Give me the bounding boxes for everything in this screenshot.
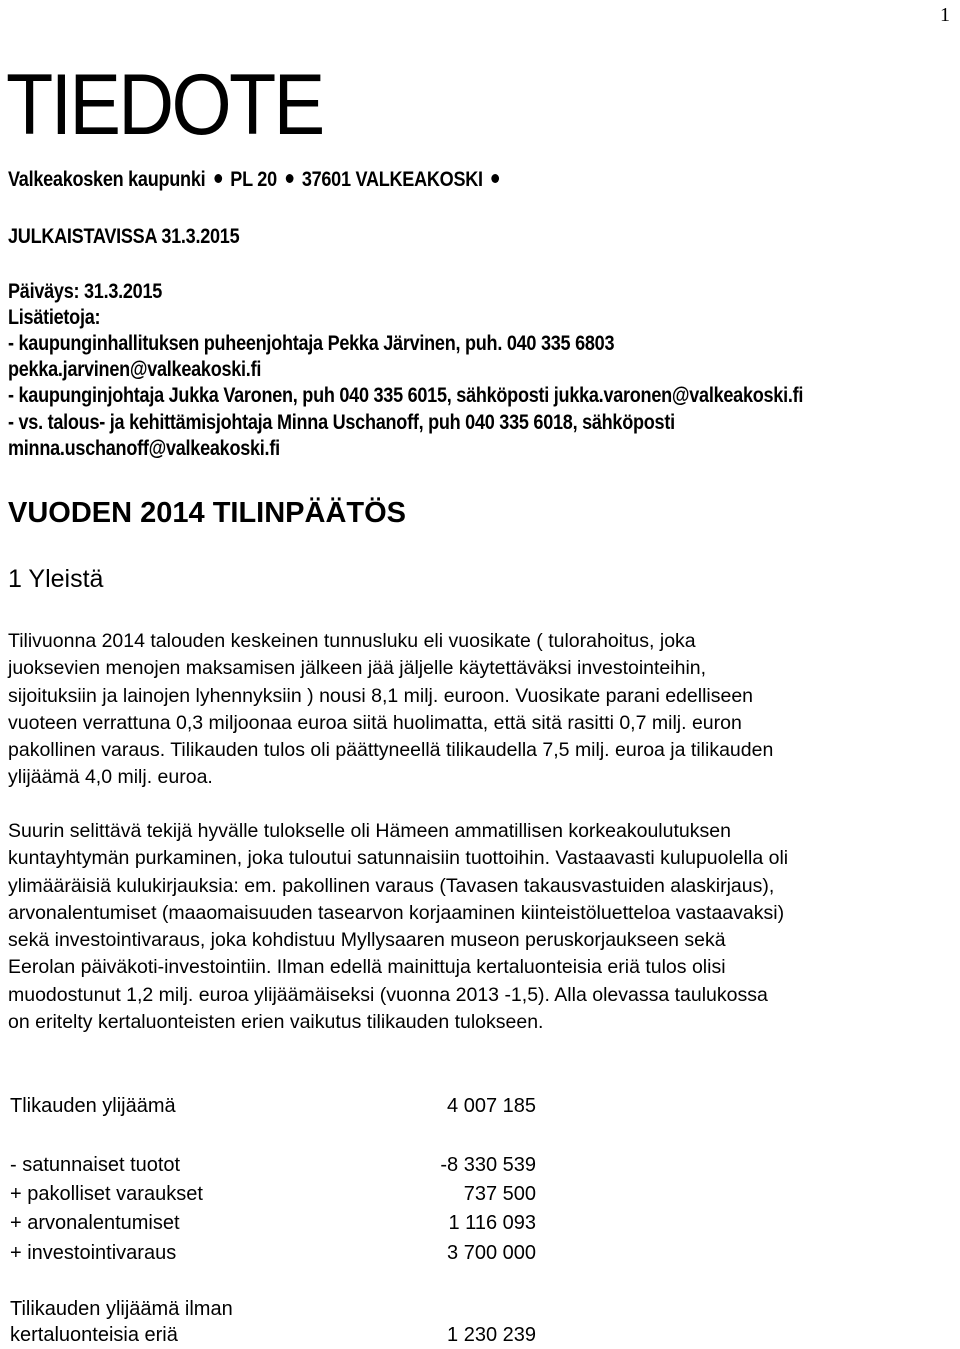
contact-line: pekka.jarvinen@valkeakoski.fi	[8, 358, 262, 381]
contact-line: minna.uschanoff@valkeakoski.fi	[8, 437, 280, 460]
sender-address: 37601 VALKEAKOSKI	[301, 168, 483, 191]
paragraph-line: vuoteen verrattuna 0,3 miljoonaa euroa siitä huolimatta, että sitä rasitti 0,7 milj. euron	[8, 711, 742, 734]
paragraph-line: ylimääräisiä kulukirjauksia: em. pakollinen varaus (Tavasen takausvastuiden alaskirjaus),	[8, 874, 775, 897]
paragraph-line: on eritelty kertaluonteisten erien vaikutus tilikauden tulokseen.	[8, 1011, 544, 1034]
document-date: Päiväys: 31.3.2015	[8, 280, 163, 303]
release-date: JULKAISTAVISSA 31.3.2015	[8, 225, 240, 248]
table-row-value: 737 500	[463, 1183, 536, 1205]
sender-line	[8, 167, 508, 192]
contact-line: - vs. talous- ja kehittämisjohtaja Minna Uschanoff, puh 040 335 6018, sähköposti	[8, 411, 675, 434]
bullet-icon	[491, 174, 499, 183]
paragraph-line: arvonalentumiset (maaomaisuuden tasearvon korjaaminen kiinteistöluetteloa vastaavaksi)	[8, 901, 785, 924]
paragraph-line: pakollinen varaus. Tilikauden tulos oli päättyneellä tilikaudella 7,5 milj. euroa ja tilikauden	[8, 739, 774, 762]
table-row-label: - satunnaiset tuotot	[10, 1154, 181, 1176]
paragraph-2	[8, 818, 953, 1036]
table-row-label: + investointivaraus	[10, 1242, 177, 1264]
bullet-icon	[285, 174, 293, 183]
contact-line: - kaupunginhallituksen puheenjohtaja Pekka Järvinen, puh. 040 335 6803	[8, 332, 615, 355]
document-title: TIEDOTE	[6, 57, 323, 153]
table-row-value: 4 007 185	[447, 1095, 536, 1117]
table-row-label: + pakolliset varaukset	[10, 1183, 203, 1205]
paragraph-line: muodostunut 1,2 milj. euroa ylijäämäiseksi (vuonna 2013 -1,5). Alla olevassa taulukossa	[8, 983, 768, 1006]
paragraph-1	[8, 628, 953, 792]
table-row-label: kertaluonteisia eriä	[10, 1324, 178, 1346]
paragraph-line: Eerolan päiväkoti-investointiin. Ilman edellä mainittuja kertaluonteisia eriä tulos olisi	[8, 956, 726, 979]
main-heading: VUODEN 2014 TILINPÄÄTÖS	[8, 497, 407, 529]
paragraph-line: kuntayhtymän purkaminen, joka tuloutui satunnaisiin tuottoihin. Vastaavasti kulupuolella oli	[8, 847, 789, 870]
table-row-value: 3 700 000	[447, 1242, 536, 1264]
paragraph-line: sekä investointivaraus, joka kohdistuu Myllysaaren museon peruskorjaukseen sekä	[8, 929, 726, 952]
sender-name: Valkeakosken kaupunki	[8, 168, 206, 191]
sender-po-box: PL 20	[230, 168, 277, 191]
section-heading: 1 Yleistä	[8, 565, 104, 593]
table-row-label: + arvonalentumiset	[10, 1212, 180, 1234]
bullet-icon	[214, 174, 222, 183]
contact-line: - kaupunginjohtaja Jukka Varonen, puh 040 335 6015, sähköposti jukka.varonen@valkeakoski.fi	[8, 384, 804, 407]
paragraph-line: sijoituksiin ja lainojen lyhennyksiin ) nousi 8,1 milj. euroon. Vuosikate parani edelliseen	[8, 684, 754, 707]
table-row-label: Tilikauden ylijäämä ilman	[10, 1298, 233, 1320]
page-number: 1	[940, 4, 950, 26]
paragraph-line: juoksevien menojen maksamisen jälkeen jää jäljelle käytettäväksi investointeihin,	[8, 657, 707, 680]
table-row-label: Tlikauden ylijäämä	[10, 1095, 176, 1117]
paragraph-line: ylijäämä 4,0 milj. euroa.	[8, 766, 213, 789]
table-row-value: -8 330 539	[440, 1154, 536, 1176]
table-row-value: 1 230 239	[447, 1324, 536, 1346]
info-label: Lisätietoja:	[8, 306, 101, 329]
paragraph-line: Suurin selittävä tekijä hyvälle tulokselle oli Hämeen ammatillisen korkeakoulutuksen	[8, 820, 731, 842]
table-row-value: 1 116 093	[448, 1212, 536, 1234]
paragraph-line: Tilivuonna 2014 talouden keskeinen tunnusluku eli vuosikate ( tulorahoitus, joka	[8, 630, 696, 652]
